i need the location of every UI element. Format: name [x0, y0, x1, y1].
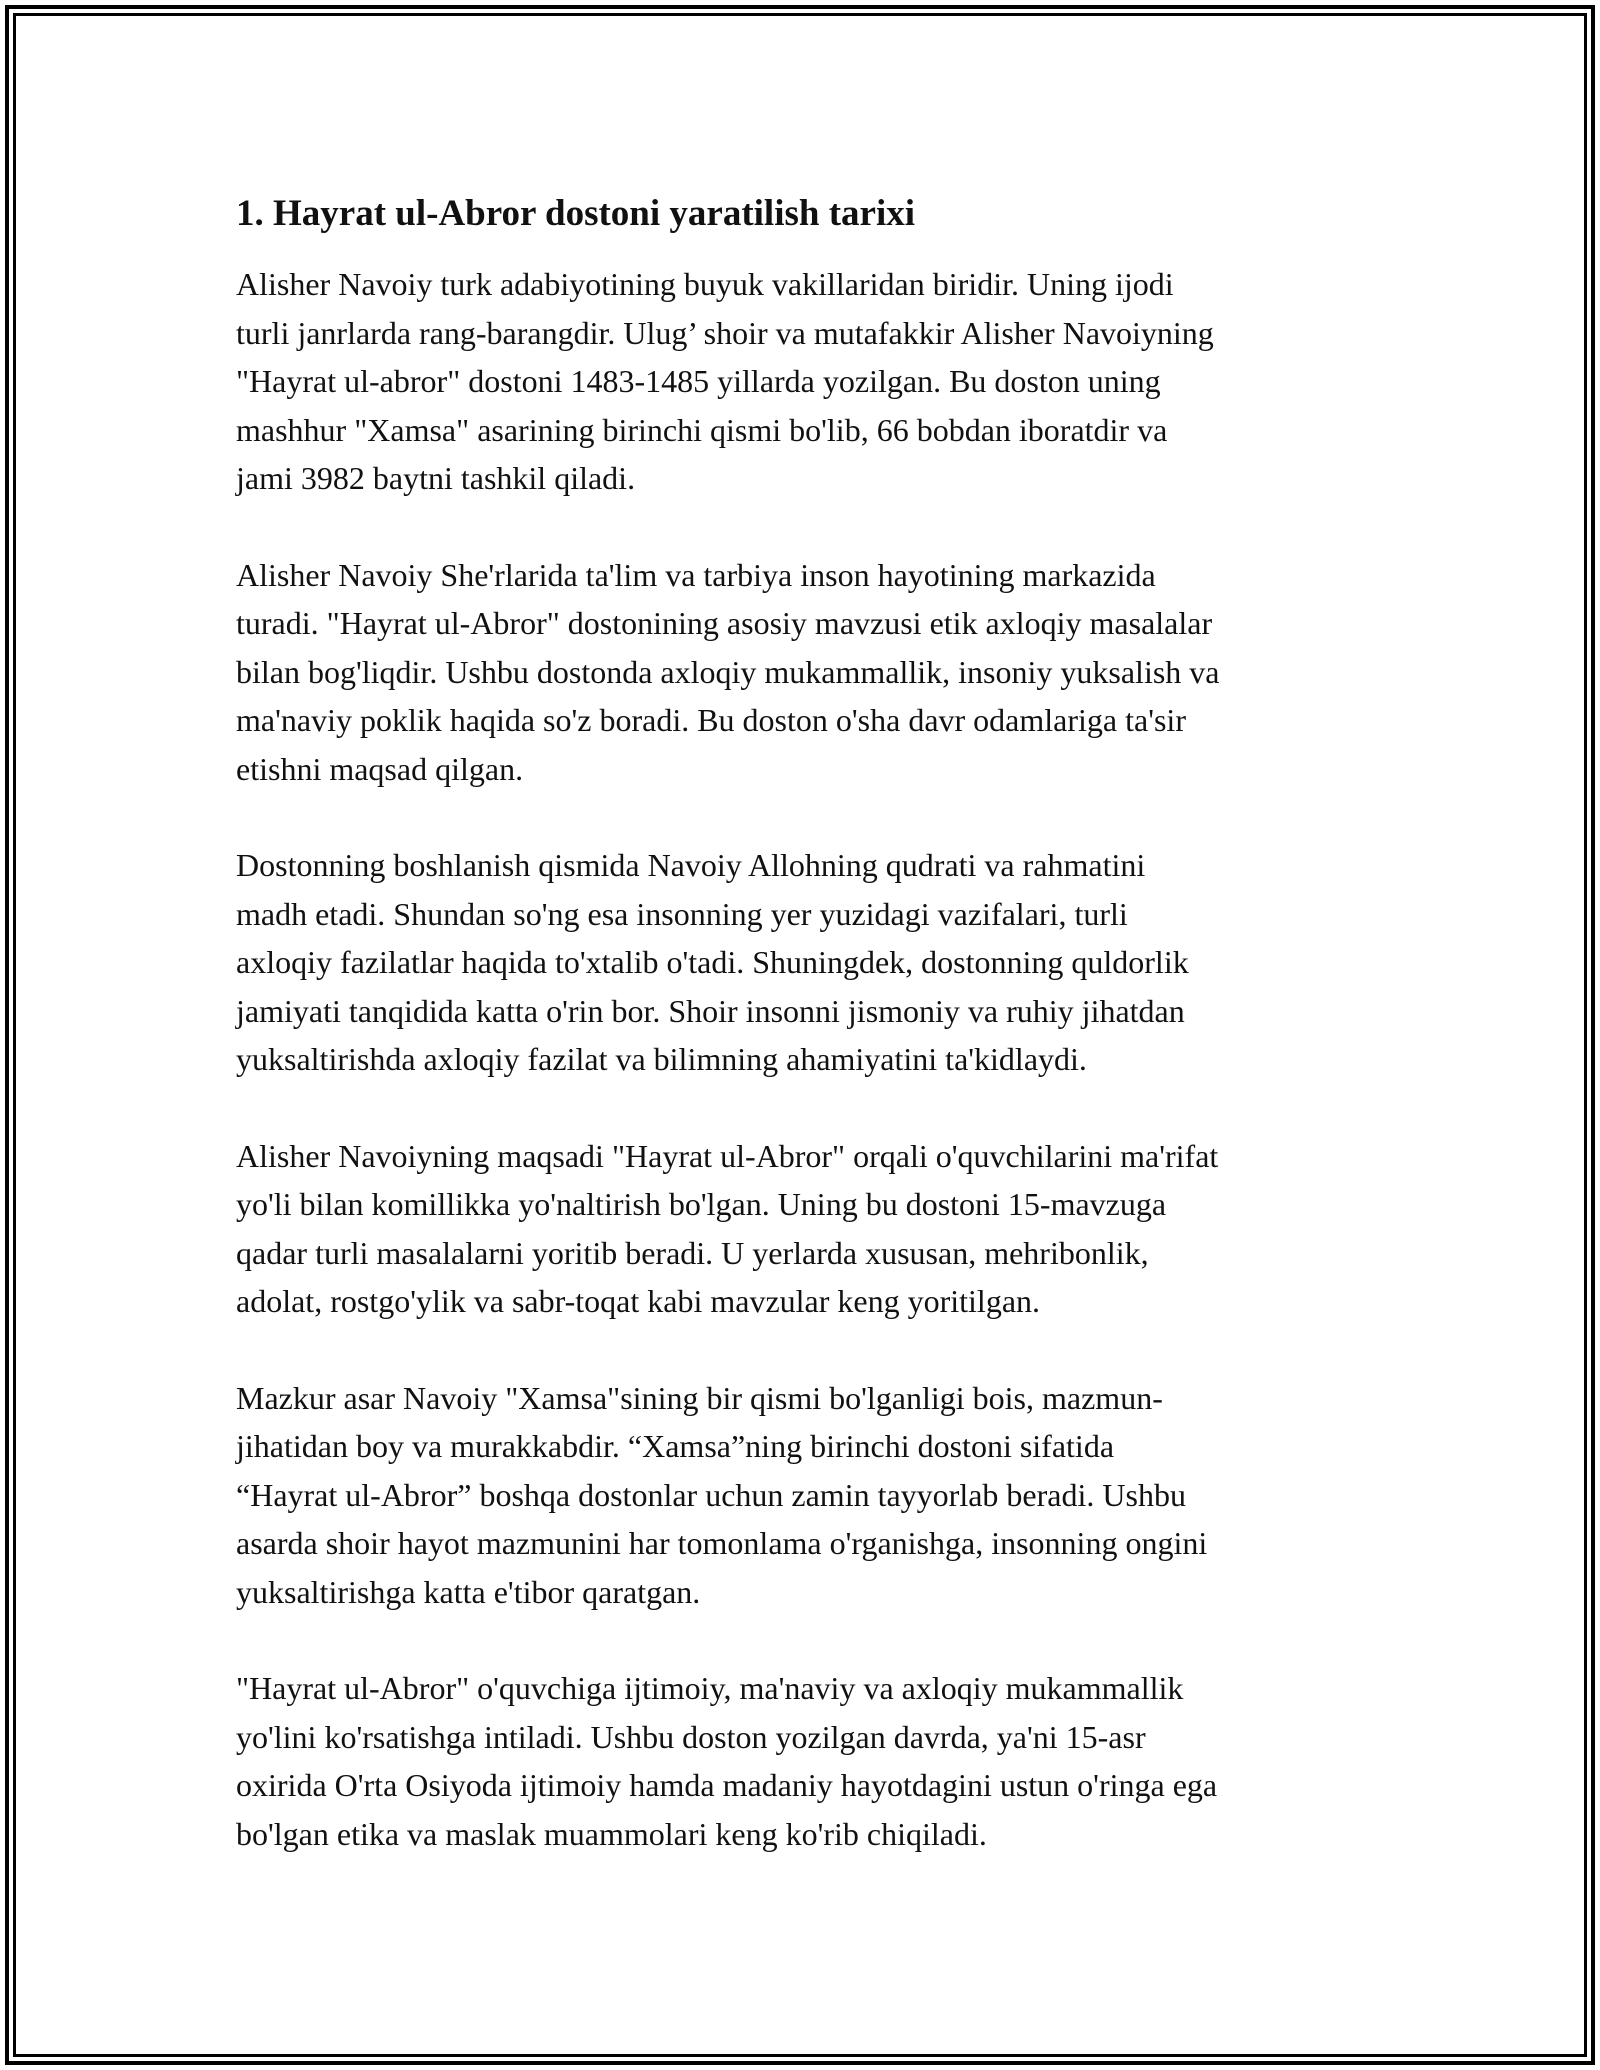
paragraph-line: "Hayrat ul-abror" dostoni 1483-1485 yillarda yozilgan. Bu doston uning: [236, 363, 1161, 399]
paragraph-line: yuksaltirishda axloqiy fazilat va bilimning ahamiyatini ta'kidlaydi.: [236, 1041, 1087, 1077]
paragraph-line: yuksaltirishga katta e'tibor qaratgan.: [236, 1573, 701, 1610]
paragraph-line: jami 3982 baytni tashkil qiladi.: [236, 460, 636, 496]
paragraph-line: asarda shoir hayot mazmunini har tomonlama o'rganishga, insonning ongini: [236, 1525, 1208, 1561]
paragraph-line: Alisher Navoiyning maqsadi "Hayrat ul-Abror" orqali o'quvchilarini ma'rifat: [236, 1137, 1219, 1174]
paragraph-line: Mazkur asar Navoiy "Xamsa"sining bir qismi bo'lganligi bois, mazmun-: [236, 1379, 1163, 1416]
paragraph-line: turli janrlarda rang-barangdir. Ulug’ shoir va mutafakkir Alisher Navoiyning: [236, 314, 1214, 351]
paragraph-4: [236, 1132, 1366, 1326]
paragraph-line: jamiyati tanqidida katta o'rin bor. Shoir insonni jismoniy va ruhiy jihatdan: [236, 992, 1185, 1029]
paragraph-line: "Hayrat ul-Abror" o'quvchiga ijtimoiy, ma'naviy va axloqiy mukammallik: [236, 1670, 1184, 1706]
paragraph-line: turadi. "Hayrat ul-Abror" dostonining asosiy mavzusi etik axloqiy masalalar: [236, 605, 1213, 641]
paragraph-6: [236, 1664, 1366, 1858]
paragraph-1: [236, 260, 1366, 503]
paragraph-line: ma'naviy poklik haqida so'z boradi. Bu doston o'sha davr odamlariga ta'sir: [236, 702, 1186, 738]
paragraph-5: [236, 1374, 1366, 1617]
paragraph-line: mashhur "Xamsa" asarining birinchi qismi bo'lib, 66 bobdan iboratdir va: [236, 411, 1168, 448]
paragraph-line: madh etadi. Shundan so'ng esa insonning yer yuzidagi vazifalari, turli: [236, 895, 1128, 932]
paragraph-line: etishni maqsad qilgan.: [236, 750, 524, 787]
paragraph-line: oxirida O'rta Osiyoda ijtimoiy hamda madaniy hayotdagini ustun o'ringa ega: [236, 1767, 1218, 1803]
paragraph-line: yo'li bilan komillikka yo'naltirish bo'lgan. Uning bu dostoni 15-mavzuga: [236, 1186, 1167, 1222]
paragraph-line: adolat, rostgo'ylik va sabr-toqat kabi mavzular keng yoritilgan.: [236, 1283, 1041, 1319]
paragraph-3: [236, 841, 1366, 1084]
paragraph-line: qadar turli masalalarni yoritib beradi. U yerlarda xususan, mehribonlik,: [236, 1234, 1149, 1271]
paragraph-line: bilan bog'liqdir. Ushbu dostonda axloqiy mukammallik, insoniy yuksalish va: [236, 653, 1220, 690]
paragraph-line: jihatidan boy va murakkabdir. “Xamsa”ning birinchi dostoni sifatida: [236, 1428, 1115, 1464]
paragraph-line: yo'lini ko'rsatishga intiladi. Ushbu doston yozilgan davrda, ya'ni 15-asr: [236, 1718, 1146, 1755]
paragraph-line: axloqiy fazilatlar haqida to'xtalib o'tadi. Shuningdek, dostonning quldorlik: [236, 944, 1189, 980]
document-title: 1. Hayrat ul-Abror dostoni yaratilish tarixi: [236, 193, 916, 234]
paragraph-line: Alisher Navoiy She'rlarida ta'lim va tarbiya inson hayotining markazida: [236, 556, 1156, 593]
paragraph-line: “Hayrat ul-Abror” boshqa dostonlar uchun zamin tayyorlab beradi. Ushbu: [236, 1476, 1186, 1513]
paragraph-line: Alisher Navoiy turk adabiyotining buyuk vakillaridan biridir. Uning ijodi: [236, 266, 1174, 302]
document-page: [236, 188, 1366, 1858]
paragraph-line: bo'lgan etika va maslak muammolari keng ko'rib chiqiladi.: [236, 1815, 987, 1852]
paragraph-2: [236, 551, 1366, 794]
paragraph-line: Dostonning boshlanish qismida Navoiy Allohning qudrati va rahmatini: [236, 847, 1146, 883]
